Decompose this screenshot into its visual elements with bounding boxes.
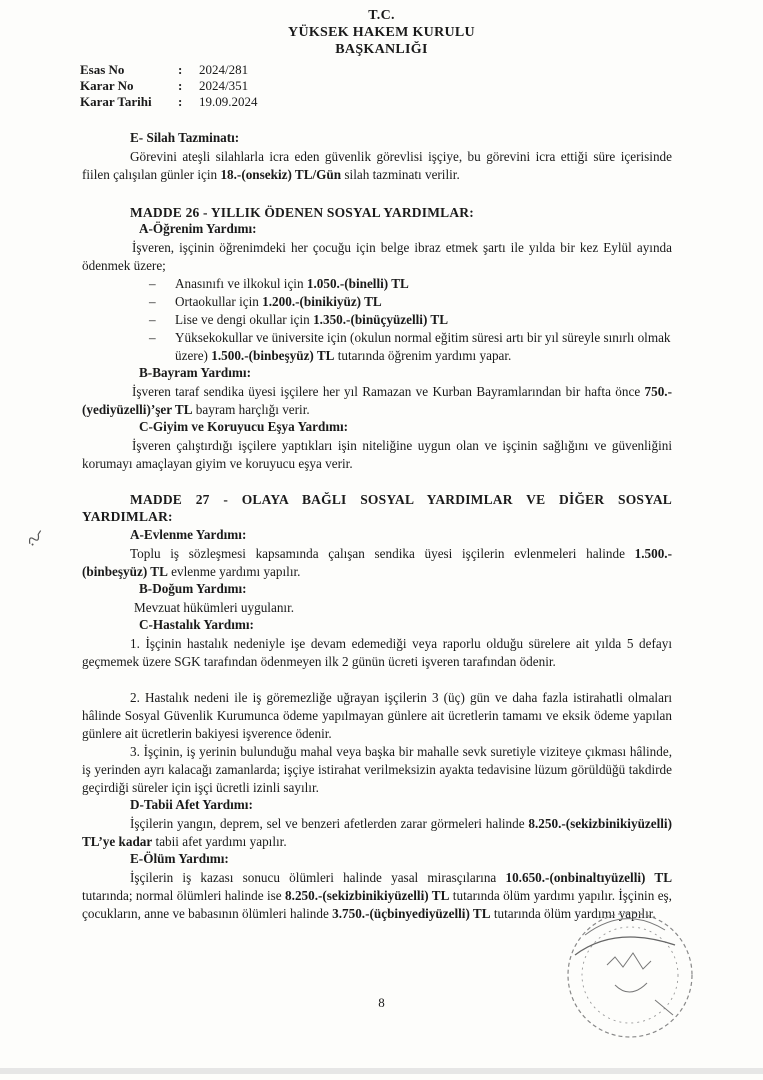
dash-mark: –	[149, 276, 156, 291]
meta-label: Esas No	[80, 62, 125, 77]
header-presidency: BAŞKANLIĞI	[335, 42, 428, 57]
header-institution: YÜKSEK HAKEM KURULU	[288, 25, 475, 40]
bayram-paragraph: İşveren taraf sendika üyesi işçilere her yıl Ramazan ve Kurban Bayramlarından bir hafta önce 750.-(yediyüzelli)’şer TL bayram harçlığı verir.	[82, 384, 672, 417]
dogum-paragraph: Mevzuat hükümleri uygulanır.	[134, 600, 295, 615]
hastalik-item-3: 3. İşçinin, iş yerinin bulunduğu mahal veya başka bir mahalle sevk suretiyle viziteye çıkması hâlinde, iş yerinden ayrı kalacağı zamanlarda; işçiye istirahat verilmeksizin ayakta tedavisine lüzum görüldüğü takdirde geçirdiği süreler için işçi ücretli izinli sayılır.	[82, 744, 672, 795]
afet-heading: D-Tabii Afet Yardımı:	[130, 797, 253, 812]
meta-sep: :	[178, 62, 183, 77]
dash-mark: –	[149, 330, 156, 345]
meta-value: 2024/351	[199, 78, 249, 93]
meta-karar	[80, 78, 380, 94]
olum-paragraph: İşçilerin iş kazası sonucu ölümleri halinde yasal mirasçılarına 10.650.-(onbinaltıyüzelli) TL tutarında; normal ölümleri halinde ise 8.250.-(sekizbinikiyüzelli) TL tutarında ölüm yardımı yapılır. İşçinin eş, çocukların, anne ve babasının ölümleri halinde 3.750.-(üçbinyediyüzelli) TL tutarında ölüm yardımı yapılır.	[82, 870, 672, 921]
dash-mark: –	[149, 294, 156, 309]
olum-heading: E-Ölüm Yardımı:	[130, 851, 229, 866]
dogum-heading: B-Doğum Yardımı:	[139, 581, 247, 596]
bayram-heading: B-Bayram Yardımı:	[139, 365, 251, 380]
meta-value: 19.09.2024	[199, 94, 258, 109]
giyim-paragraph: İşveren çalıştırdığı işçilere yaptıkları işin niteliğine uygun olan ve işçinin sağlığını ve güvenliğini korumayı amaçlayan giyim ve koruyucu eşya verir.	[82, 438, 672, 471]
page-number: 8	[378, 995, 385, 1010]
silah-heading: E- Silah Tazminatı:	[130, 130, 240, 145]
ogrenim-paragraph: İşveren, işçinin öğrenimdeki her çocuğu için belge ibraz etmek şartı ile yılda bir kez Eylül ayında ödenmek üzere;	[82, 240, 672, 273]
evlenme-heading: A-Evlenme Yardımı:	[130, 527, 247, 542]
meta-esas	[80, 62, 380, 78]
silah-paragraph: Görevini ateşli silahlarla icra eden güvenlik görevlisi işçiye, bu görevini icra ettiği süre içerisinde fiilen çalışılan günler için 18.-(onsekiz) TL/Gün silah tazminatı verilir.	[82, 149, 672, 182]
ogrenim-bullet: – Ortaokullar için 1.200.-(binikiyüz) TL	[149, 294, 382, 309]
afet-paragraph: İşçilerin yangın, deprem, sel ve benzeri afetlerden zarar görmeleri halinde 8.250.-(sekizbinikiyüzelli) TL’ye kadar tabii afet yardımı yapılır.	[82, 816, 672, 849]
header-tc: T.C.	[368, 8, 395, 23]
scan-bottom-edge	[0, 1068, 763, 1074]
ogrenim-bullet: – Anasınıfı ve ilkokul için 1.050.-(binelli) TL	[149, 276, 409, 291]
meta-karar-tarihi	[80, 94, 380, 110]
margin-scribble-icon	[23, 526, 49, 551]
ogrenim-bullet: – Lise ve dengi okullar için 1.350.-(binüçyüzelli) TL	[149, 312, 449, 327]
ogrenim-heading: A-Öğrenim Yardımı:	[139, 221, 257, 236]
dash-mark: –	[149, 312, 156, 327]
madde-26-title: MADDE 26 - YILLIK ÖDENEN SOSYAL YARDIMLAR:	[130, 205, 474, 220]
meta-label: Karar Tarihi	[80, 94, 152, 109]
hastalik-item-2: 2. Hastalık nedeni ile iş göremezliğe uğrayan işçilerin 3 (üç) gün ve daha fazla istirahatli olmaları hâlinde Sosyal Güvenlik Kurumunca ödeme yapılmayan günlere ait ücretlerin tamamı ve eksik ödeme yapılan günlere ait ücretlerin bakiyesi işverence ödenir.	[82, 690, 672, 741]
meta-sep: :	[178, 94, 183, 109]
ogrenim-bullet: – Yüksekokullar ve üniversite için (okulun normal eğitim süresi artı bir yıl süreyle sınırlı olmak üzere) 1.500.-(binbeşyüz) TL tutarında öğrenim yardımı yapar.	[149, 330, 671, 363]
hastalik-heading: C-Hastalık Yardımı:	[139, 617, 254, 632]
official-seal-icon	[555, 905, 705, 1050]
hastalik-item-1: 1. İşçinin hastalık nedeniyle işe devam edemediği veya raporlu olduğu sürelere ait yılda 5 defayı geçmemek üzere SGK tarafından ödenmeyen ilk 2 günün ücreti işveren tarafından ödenir.	[82, 636, 672, 669]
meta-label: Karar No	[80, 78, 134, 93]
meta-sep: :	[178, 78, 183, 93]
meta-value: 2024/281	[199, 62, 249, 77]
madde-27-title: MADDE 27 - OLAYA BAĞLI SOSYAL YARDIMLAR VE DİĞER SOSYAL YARDIMLAR:	[82, 492, 672, 524]
giyim-heading: C-Giyim ve Koruyucu Eşya Yardımı:	[139, 419, 349, 434]
evlenme-paragraph: Toplu iş sözleşmesi kapsamında çalışan sendika üyesi işçilerin evlenmeleri halinde 1.500.-(binbeşyüz) TL evlenme yardımı yapılır.	[82, 546, 672, 579]
